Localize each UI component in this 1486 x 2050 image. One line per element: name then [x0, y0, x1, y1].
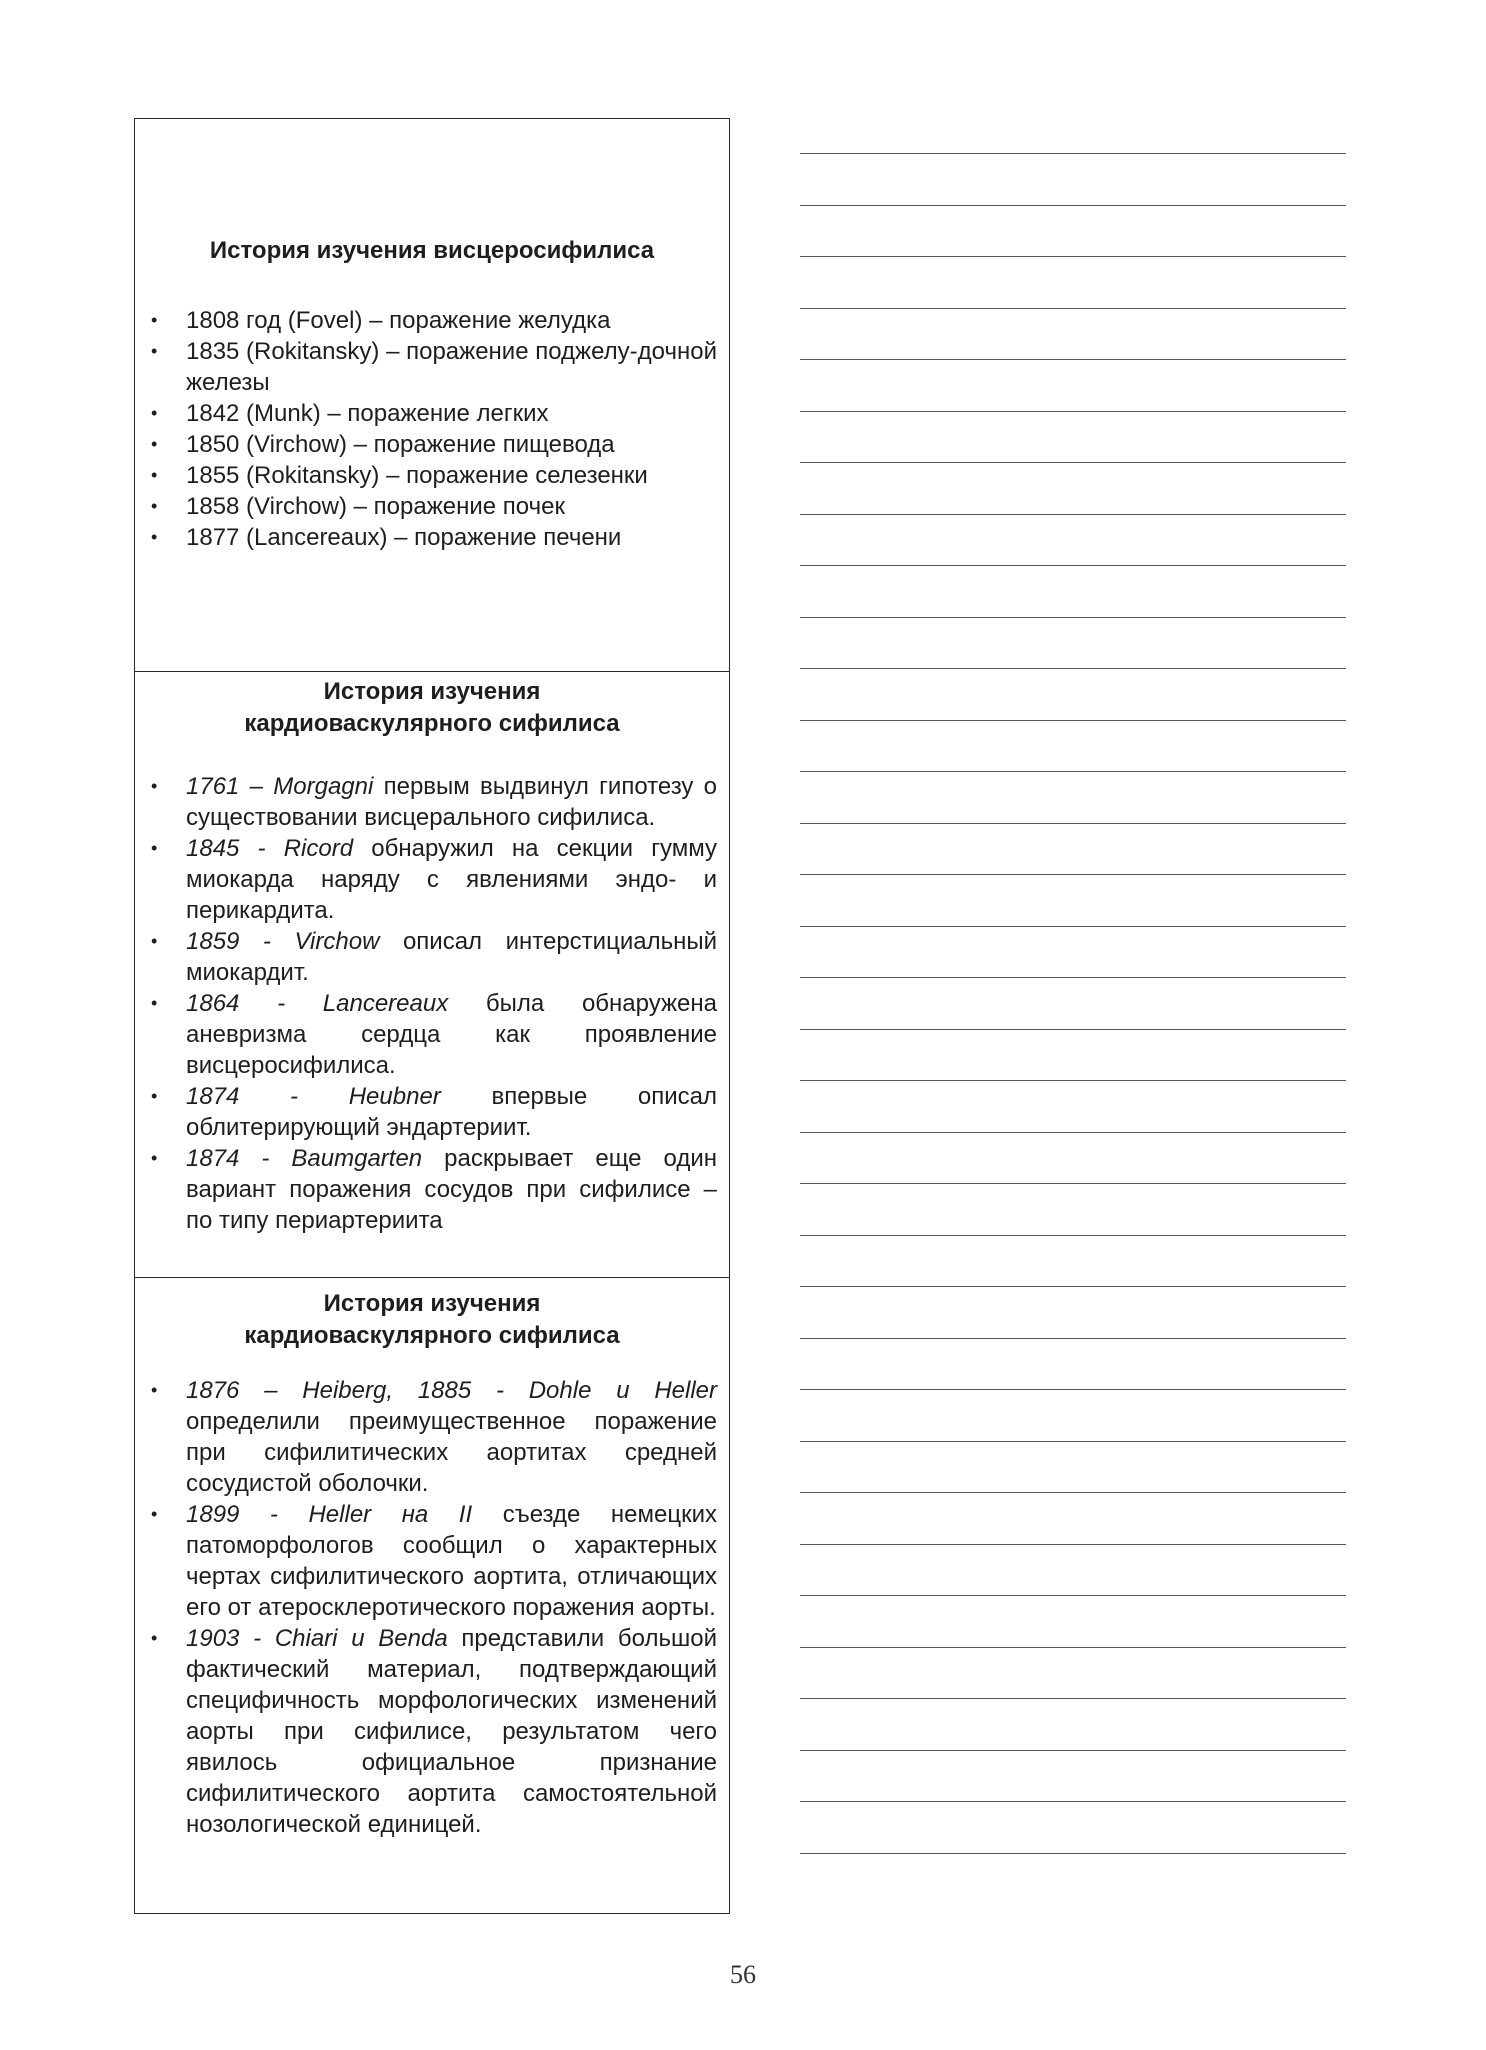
note-line	[800, 1698, 1346, 1750]
note-line	[800, 668, 1346, 720]
note-line	[800, 1853, 1346, 1905]
note-line	[800, 205, 1346, 257]
history-list	[135, 1375, 729, 1840]
slide-cardiovascular-syphilis-2	[135, 1277, 729, 1915]
note-line	[800, 1080, 1346, 1132]
note-line	[800, 1235, 1346, 1287]
list-item: • 1855 (Rokitansky) – поражение селезенки	[135, 460, 729, 491]
item-author: Morgagni	[273, 773, 374, 800]
note-line	[800, 1389, 1346, 1441]
note-line	[800, 1183, 1346, 1235]
note-line	[800, 1750, 1346, 1802]
note-line	[800, 977, 1346, 1029]
item-text: обнаружил на секции гумму миокарда наряду с явлениями эндо- и перикардита.	[186, 835, 717, 924]
slide-title: История изучения висцеросифилиса	[209, 237, 655, 264]
list-item	[135, 988, 729, 1081]
list-item: • 1842 (Munk) – поражение легких	[135, 398, 729, 429]
page-number: 56	[730, 1960, 756, 1989]
list-item	[135, 1375, 729, 1499]
item-text: съезде немецких патоморфологов сообщил о характерных чертах сифилитического аортита, отличающих его от атеросклеротического поражения аорты.	[186, 1501, 717, 1621]
slide-title-line2: кардиоваскулярного сифилиса	[244, 1322, 620, 1349]
slide-title	[135, 1288, 729, 1352]
note-line	[800, 256, 1346, 308]
note-line	[800, 153, 1346, 205]
item-author: Baumgarten	[291, 1145, 423, 1172]
note-line	[800, 1801, 1346, 1853]
note-line	[800, 411, 1346, 463]
item-year: 1864 -	[186, 990, 286, 1017]
item-lead: 1876 – Heiberg, 1885 - Dohle u Heller	[186, 1377, 717, 1404]
note-line	[800, 1544, 1346, 1596]
list-item	[135, 771, 729, 833]
note-line	[800, 128, 1346, 153]
slide-title-line1: История изучения	[323, 678, 541, 705]
note-line	[800, 1441, 1346, 1493]
list-item	[135, 833, 729, 926]
note-line	[800, 1647, 1346, 1699]
note-line	[800, 565, 1346, 617]
item-text: представили большой фактический материал, подтверждающий специфичность морфологических изменений аорты при сифилисе, результатом чего явилось официальное признание сифилитического аортита самостоятельной нозологической единицей.	[186, 1625, 717, 1838]
item-lead: 1899 - Heller на II	[186, 1501, 473, 1528]
list-item	[135, 1081, 729, 1143]
item-text: была обнаружена аневризма сердца как проявление висцеросифилиса.	[186, 990, 718, 1079]
note-line	[800, 823, 1346, 875]
notes-lines	[800, 128, 1346, 1904]
item-year: 1874 -	[186, 1145, 270, 1172]
item-year: 1859 -	[186, 928, 271, 955]
list-item	[135, 926, 729, 988]
item-author: Lancereaux	[322, 990, 449, 1017]
note-line	[800, 874, 1346, 926]
list-item: • 1808 год (Fovel) – поражение желудка	[135, 305, 729, 336]
item-year: 1761 –	[186, 773, 263, 800]
item-text: первым выдвинул гипотезу о существовании висцерального сифилиса.	[186, 773, 718, 831]
note-line	[800, 359, 1346, 411]
note-line	[800, 771, 1346, 823]
item-author: Virchow	[294, 928, 380, 955]
list-item: • 1877 (Lancereaux) – поражение печени	[135, 522, 729, 553]
note-line	[800, 1029, 1346, 1081]
note-line	[800, 1595, 1346, 1647]
note-line	[800, 1492, 1346, 1544]
list-item: • 1858 (Virchow) – поражение почек	[135, 491, 729, 522]
note-line	[800, 1338, 1346, 1390]
list-item	[135, 1623, 729, 1840]
list-item: • 1835 (Rokitansky) – поражение поджелу-дочной железы	[135, 336, 729, 398]
item-lead: 1903 - Chiari u Benda	[186, 1625, 448, 1652]
history-list	[135, 305, 729, 553]
list-item	[135, 1143, 729, 1236]
slide-title-line2: кардиоваскулярного сифилиса	[244, 710, 620, 737]
item-year: 1845 -	[186, 835, 266, 862]
note-line	[800, 462, 1346, 514]
note-line	[800, 926, 1346, 978]
note-line	[800, 1286, 1346, 1338]
item-text: описал интерстициальный миокардит.	[186, 928, 717, 986]
note-line	[800, 308, 1346, 360]
history-list	[135, 771, 729, 1236]
slides-frame	[134, 118, 730, 1914]
slide-title-line1: История изучения	[323, 1290, 541, 1317]
note-line	[800, 617, 1346, 669]
slide-visceral-syphilis	[135, 119, 729, 671]
note-line	[800, 720, 1346, 772]
slide-cardiovascular-syphilis-1	[135, 671, 729, 1277]
item-author: Ricord	[283, 835, 354, 862]
item-year: 1874 -	[186, 1083, 299, 1110]
item-author: Heubner	[348, 1083, 441, 1110]
list-item: • 1850 (Virchow) – поражение пищевода	[135, 429, 729, 460]
note-line	[800, 1132, 1346, 1184]
note-line	[800, 514, 1346, 566]
slide-title	[135, 676, 729, 740]
item-text: определили преимущественное поражение при сифилитических аортитах средней сосудистой оболочки.	[186, 1408, 717, 1497]
item-text: раскрывает еще один вариант поражения сосудов при сифилисе – по типу периартериита	[186, 1145, 718, 1234]
item-text: впервые описал облитерирующий эндартериит.	[186, 1083, 718, 1141]
list-item	[135, 1499, 729, 1623]
